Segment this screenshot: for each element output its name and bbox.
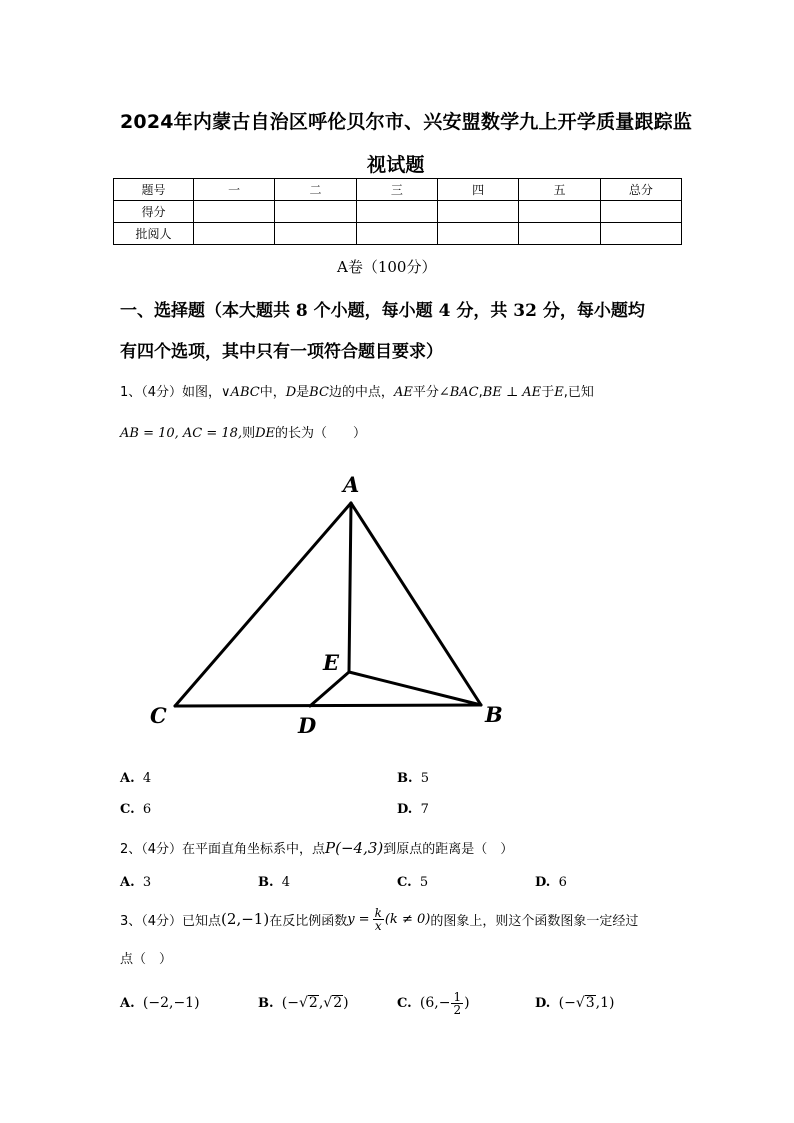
option-letter: D. — [535, 875, 551, 890]
q1-text: 于 — [541, 385, 555, 400]
q1-option-b[interactable] — [397, 771, 429, 786]
option-fraction — [451, 991, 463, 1016]
option-letter: B. — [258, 995, 274, 1011]
q1-text: , — [478, 385, 483, 400]
section-heading-line1: 一、选择题（本大题共 8 个小题，每小题 4 分，共 32 分，每小题均 — [120, 301, 645, 321]
option-letter: C. — [120, 802, 135, 817]
q3-option-a[interactable] — [120, 988, 200, 1018]
page-title-line1: 2024年内蒙古自治区呼伦贝尔市、兴安盟数学九上开学质量跟踪监 — [120, 111, 693, 133]
question-3-line2: 点（ ） — [120, 952, 173, 967]
option-part: (− — [281, 995, 299, 1011]
option-value: 5 — [419, 875, 429, 890]
q3-func-condition: (k ≠ 0) — [384, 911, 431, 927]
q1-option-a[interactable] — [120, 771, 151, 786]
option-letter: A. — [120, 995, 135, 1011]
option-value — [282, 995, 349, 1011]
q1-triangle: ∨ABC — [221, 385, 260, 400]
option-value: (−2,−1) — [142, 995, 200, 1011]
segment-ca — [175, 503, 351, 706]
option-part: ) — [343, 995, 349, 1011]
table-header-cell: 四 — [437, 179, 518, 201]
question-3-line1 — [120, 902, 638, 936]
option-value: 7 — [420, 802, 429, 817]
q2-option-a[interactable] — [120, 875, 151, 890]
option-part: ,1) — [595, 995, 615, 1011]
label-a: A — [343, 472, 360, 497]
q3-prefix: 3、（4分）已知点 — [120, 913, 222, 929]
radicand: 2 — [308, 995, 318, 1011]
q3-option-c[interactable] — [397, 982, 470, 1024]
q1-var-d: D — [285, 385, 297, 400]
q3-fraction — [373, 907, 384, 932]
q1-var-e: E — [554, 385, 564, 400]
q1-angle: ∠BAC — [438, 385, 479, 400]
q3-text: 的图象上，则这个函数图象一定经过 — [430, 913, 639, 929]
table-header-cell: 二 — [275, 179, 356, 201]
q1-text: 的长为（ ） — [275, 426, 367, 441]
label-e: E — [323, 650, 340, 675]
q3-numerator: k — [374, 905, 382, 920]
q1-var-ae: AE — [393, 385, 413, 400]
option-value: 3 — [142, 875, 152, 890]
table-header-cell: 三 — [356, 179, 437, 201]
option-part: (6,− — [419, 995, 451, 1011]
label-b: B — [485, 702, 503, 727]
option-letter: C. — [397, 995, 412, 1011]
table-header-cell: 题号 — [114, 179, 194, 201]
option-value — [420, 991, 470, 1016]
option-part: , — [318, 995, 324, 1011]
q3-point: (2,−1) — [221, 910, 270, 928]
q1-var-bc: BC — [309, 385, 329, 400]
volume-label: A卷（100分） — [337, 258, 437, 276]
option-letter: A. — [120, 771, 135, 786]
q3-option-b[interactable] — [258, 988, 349, 1018]
option-letter: B. — [258, 875, 274, 890]
q1-var-de: DE — [255, 426, 276, 441]
q1-text: ,已知 — [563, 385, 594, 400]
section-heading-line2: 有四个选项，其中只有一项符合题目要求） — [120, 342, 443, 362]
q1-given: AB = 10, AC = 18, — [120, 426, 243, 441]
option-letter: C. — [397, 875, 412, 890]
q1-text: 中， — [259, 385, 286, 400]
q2-option-d[interactable] — [535, 875, 567, 890]
question-2 — [120, 838, 513, 857]
q1-text: 边的中点， — [328, 385, 394, 400]
table-header-cell: 五 — [519, 179, 600, 201]
q3-option-d[interactable] — [535, 988, 614, 1018]
option-value: 5 — [420, 771, 430, 786]
label-c: C — [150, 703, 167, 728]
q2-prefix: 2、（4分）在平面直角坐标系中，点 — [120, 842, 326, 857]
q1-option-d[interactable] — [397, 802, 429, 817]
radicand: 2 — [333, 995, 343, 1011]
option-part: ) — [464, 995, 470, 1011]
option-value: 6 — [558, 875, 567, 890]
q2-option-c[interactable] — [397, 875, 428, 890]
option-letter: D. — [535, 995, 551, 1011]
table-header-cell: 一 — [194, 179, 275, 201]
segment-de — [310, 672, 349, 706]
page-title-line2: 视试题 — [367, 154, 425, 176]
row-label-reviewer: 批阅人 — [114, 223, 194, 245]
q3-denominator: x — [374, 918, 382, 933]
sqrt-sign: √ — [323, 995, 333, 1011]
q1-option-c[interactable] — [120, 802, 151, 817]
segment-ab — [351, 503, 481, 705]
option-letter: A. — [120, 875, 135, 890]
radicand: 3 — [585, 995, 595, 1011]
sqrt-sign: √ — [298, 995, 308, 1011]
option-value: 4 — [142, 771, 152, 786]
numerator: 1 — [453, 989, 462, 1004]
q1-text: 平分 — [412, 385, 439, 400]
table-header-cell: 总分 — [600, 179, 681, 201]
option-value: 4 — [281, 875, 291, 890]
option-value — [559, 995, 615, 1011]
q2-suffix: 到原点的距离是（ ） — [383, 842, 514, 857]
segment-cb — [175, 705, 481, 706]
sqrt-sign: √ — [575, 995, 585, 1011]
option-letter: B. — [397, 771, 413, 786]
q3-func-lhs: y = — [347, 911, 370, 927]
q1-perp: BE ⊥ AE — [482, 385, 542, 400]
option-letter: D. — [397, 802, 413, 817]
option-part: (− — [558, 995, 576, 1011]
q2-point: P(−4,3) — [325, 839, 384, 857]
row-label-score: 得分 — [114, 201, 194, 223]
q1-text: 则 — [242, 426, 256, 441]
denominator: 2 — [453, 1002, 462, 1017]
q1-text: 是 — [296, 385, 310, 400]
q3-text: 在反比例函数 — [269, 913, 348, 929]
segment-ae — [349, 503, 351, 672]
label-d: D — [298, 713, 317, 738]
q1-prefix: 1、（4分）如图， — [120, 385, 222, 400]
q2-option-b[interactable] — [258, 875, 290, 890]
option-value: 6 — [142, 802, 152, 817]
